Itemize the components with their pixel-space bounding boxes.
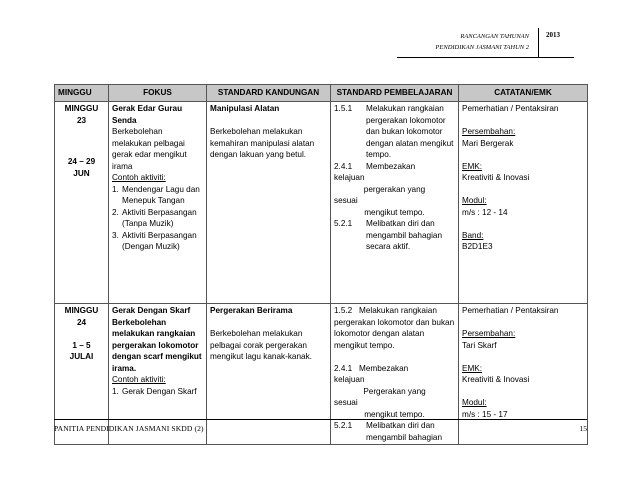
week-month: JULAI [69,352,94,361]
sp-item: 5.2.1 Melibatkan diri dan mengambil bahagian secara aktif. [334,219,443,251]
fokus-description: Berkebolehan melakukan pelbagai gerak edar mengikut irama [112,127,187,171]
standard-pembelajaran-cell: 1.5.1 Melakukan rangkaian pergerakan lokomotor dan bukan lokomotor dengan alatan mengikut tempo. 2.4.1 Membezakan kelajuan pergerakan yang sesuai mengikut tempo. 5.2.1 Melibatkan diri dan mengambil bahagian secara aktif. [331,102,459,304]
catatan-label: Modul: [462,196,487,205]
week-dates: 1 – 5 [72,340,91,350]
column-header-fokus: FOKUS [109,85,207,102]
week-dates: 24 – 29 [67,157,96,166]
footer-rule [54,419,587,420]
catatan-value: Kreativiti & Inovasi [462,375,530,384]
catatan-value: Kreativiti & Inovasi [462,173,530,182]
footer-text: PANITIA PENDIDIKAN JASMANI SKDD (2) [54,424,204,433]
week-label: MINGGU [64,104,99,113]
activity-list [112,184,203,253]
sk-description: Berkebolehan melakukan pelbagai corak pergerakan mengikut lagu kanak-kanak. [210,329,312,361]
sk-description: Berkebolehan melakukan kemahiran manipulasi alatan dengan lakuan yang betul. [210,127,315,159]
sk-title: Manipulasi Alatan [210,104,280,113]
catatan-value: m/s : 12 - 14 [462,207,508,217]
fokus-description: Berkebolehan melakukan rangkaian pergerakan lokomotor dengan scarf mengikut irama. [112,317,202,373]
catatan-label: Modul: [462,398,487,407]
column-header-standard-pembelajaran: STANDARD PEMBELAJARAN [331,85,459,102]
catatan-value: Mari Bergerak [462,138,514,148]
header-rule [397,57,574,58]
sp-item: 5.2.1 Melibatkan diri dan mengambil bahagian [334,421,443,442]
catatan-label: EMK: [462,161,483,171]
header-year: 2013 [546,31,560,39]
page-number: 15 [579,424,587,433]
catatan-assessment: Pemerhatian / Pentaksiran [462,104,559,113]
column-header-standard-kandungan: STANDARD KANDUNGAN [207,85,331,102]
header-subtitle: PENDIDIKAN JASMANI TAHUN 2 [435,44,529,51]
sk-title: Pergerakan Berirama [210,306,293,315]
catatan-label: Persembahan: [462,329,516,338]
column-header-minggu: MINGGU [55,85,109,102]
catatan-label: Band: [462,230,484,240]
standard-pembelajaran-cell: 1.5.2 Melakukan rangkaian pergerakan lokomotor dan bukan lokomotor dengan alatan mengikut tempo. 2.4.1 Membezakan kelajuan Pergerakan yang sesuai mengikut tempo. 5.2.1 Melibatkan diri dan mengambil bahagian [331,304,459,445]
sp-item: 2.4.1 Membezakan [334,161,416,171]
standard-kandungan-cell [207,304,331,445]
week-number: 24 [76,317,87,327]
week-month: JUN [73,168,90,178]
catatan-value: Tari Skarf [462,340,497,350]
catatan-value: m/s : 15 - 17 [462,409,508,419]
sp-item: 2.4.1 Membezakan [334,363,409,373]
activity-label: Contoh aktiviti: [112,375,166,384]
header-title: RANCANGAN TAHUNAN [460,33,529,40]
week-cell [55,102,109,304]
header-divider [538,28,539,58]
catatan-value: B2D1E3 [462,242,493,251]
catatan-cell [459,102,588,304]
lesson-plan-table [54,84,588,445]
fokus-title: Gerak Edar Gurau Senda [112,104,183,125]
list-item: 3. Aktiviti Berpasangan (Dengan Muzik) [112,230,197,251]
fokus-cell [109,102,207,304]
standard-kandungan-cell [207,102,331,304]
list-item: 2. Aktiviti Berpasangan (Tanpa Muzik) [112,207,197,228]
list-item: 1. Gerak Dengan Skarf [112,386,197,396]
table-header-row [55,85,588,102]
list-item: 1. Mendengar Lagu dan Menepuk Tangan [112,184,200,205]
sp-item: 1.5.2 Melakukan rangkaian pergerakan lokomotor dan bukan lokomotor dengan alatan mengikut tempo. [334,306,455,350]
table-row [55,102,588,304]
week-label: MINGGU [64,306,99,315]
column-header-catatan-emk: CATATAN/EMK [459,85,588,102]
catatan-label: EMK: [462,363,483,373]
document-header [398,31,529,53]
week-number: 23 [76,115,87,125]
fokus-title: Gerak Dengan Skarf [112,306,191,315]
activity-list [112,386,203,398]
catatan-label: Persembahan: [462,127,516,136]
sp-item: 1.5.1 Melakukan rangkaian pergerakan lokomotor dan bukan lokomotor dengan alatan mengikut tempo. [334,104,454,159]
catatan-assessment: Pemerhatian / Pentaksiran [462,306,559,315]
activity-label: Contoh aktiviti: [112,173,166,182]
